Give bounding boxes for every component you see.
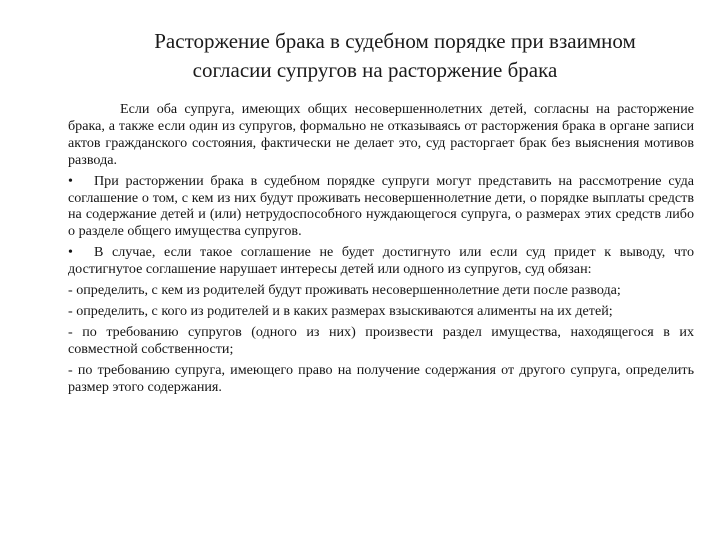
- bullet-icon: •: [68, 172, 73, 189]
- bullet-item-1: [68, 173, 694, 241]
- bullet-text-2: В случае, если такое соглашение не будет достигнуто или если суд придет к выводу, что достигнутое соглашение нарушает интересы детей или одного из супругов, суд обязан:: [68, 244, 694, 278]
- title-line-1: Расторжение брака в судебном порядке при взаимном: [154, 29, 636, 53]
- slide-body: [68, 101, 694, 400]
- dash-item-2: - определить, с кого из родителей и в каких размерах взыскиваются алименты на их детей;: [68, 302, 613, 319]
- dash-item-4: - по требованию супруга, имеющего право на получение содержания от другого супруга, определить размер этого содержания.: [68, 361, 694, 395]
- slide-title: [0, 27, 720, 85]
- dash-item-3: - по требованию супругов (одного из них) произвести раздел имущества, находящегося в их совместной собственности;: [68, 323, 694, 357]
- title-line-2: согласии супругов на расторжение брака: [192, 58, 558, 82]
- bullet-icon: •: [68, 244, 73, 261]
- bullet-item-2: [68, 244, 694, 278]
- intro-paragraph: Если оба супруга, имеющих общих несовершеннолетних детей, согласны на расторжение брака, а также если один из супругов, формально не отказываясь от расторжения брака в органе записи актов гражданского состояния, фактически не делает это, суд расторгает брак без выяснения мотивов развода.: [68, 101, 694, 168]
- bullet-text-1: При расторжении брака в судебном порядке супруги могут представить на рассмотрение суда соглашение о том, с кем из них будут проживать несовершеннолетние дети, о порядке выплаты средств на содержание детей и (или) нетрудоспособного нуждающегося супруга, о размерах этих средств либо о разделе общего имущества супругов.: [68, 172, 694, 240]
- dash-item-1: - определить, с кем из родителей будут проживать несовершеннолетние дети после развода;: [68, 282, 621, 299]
